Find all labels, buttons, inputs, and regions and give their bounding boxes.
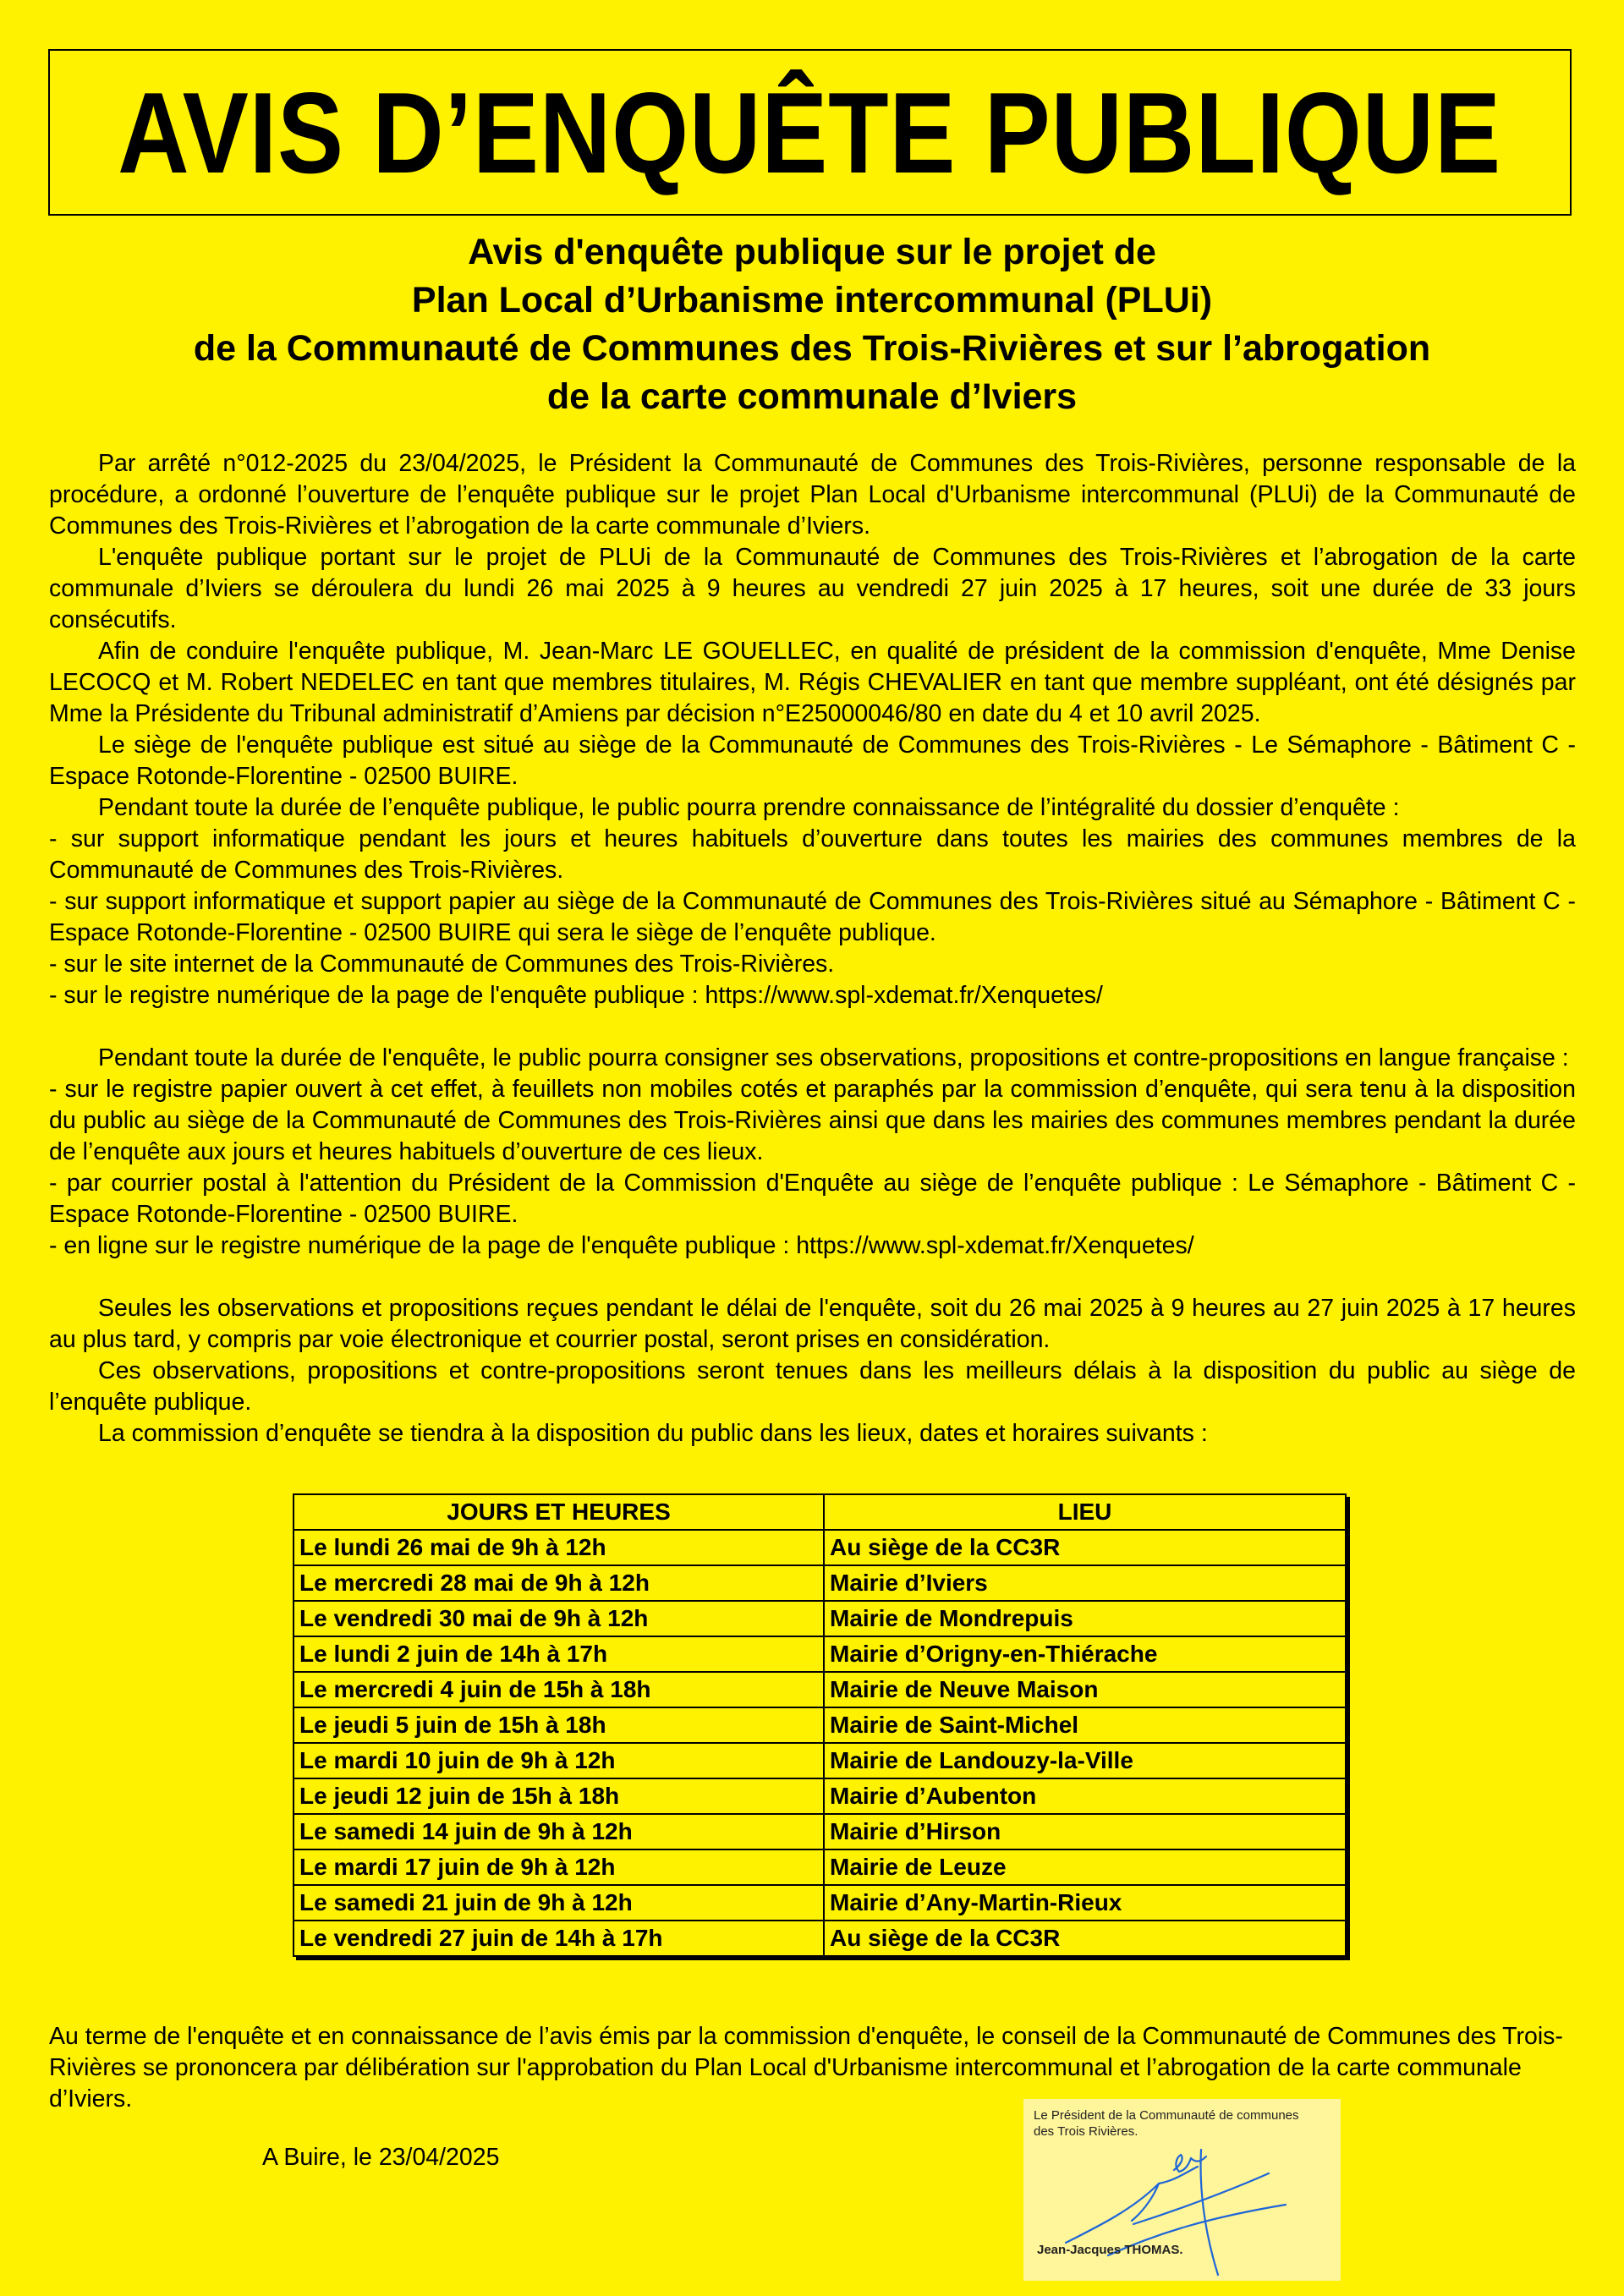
consultation-item: - sur le registre numérique de la page de l'enquête publique : https://www.spl-xdemat.fr/Xenquetes/	[49, 982, 1103, 1009]
subtitle-line-2: Plan Local d’Urbanisme intercommunal (PLUi)	[411, 280, 1213, 321]
schedule-place: Mairie de Saint-Michel	[824, 1707, 1346, 1743]
table-row	[294, 1672, 1346, 1707]
subtitle-line-3: de la Communauté de Communes des Trois-Rivières et sur l’abrogation	[193, 328, 1431, 369]
table-row	[294, 1849, 1346, 1885]
schedule-place: Au siège de la CC3R	[824, 1921, 1346, 1956]
signatory-title-line-1: Le Président de la Communauté de communes	[1034, 2108, 1299, 2123]
paragraph-permanences: La commission d’enquête se tiendra à la disposition du public dans les lieux, dates et horaires suivants :	[98, 1420, 1208, 1447]
page-title: AVIS D’ENQUÊTE PUBLIQUE	[118, 68, 1502, 197]
schedule-place: Mairie d’Hirson	[824, 1814, 1346, 1849]
schedule-place: Mairie d’Iviers	[824, 1565, 1346, 1601]
header-lieu: LIEU	[824, 1494, 1346, 1530]
schedule-date: Le lundi 26 mai de 9h à 12h	[294, 1530, 824, 1565]
paragraph-dates: L'enquête publique portant sur le projet de PLUi de la Communauté de Communes des Trois-Rivières et l’abrogation de la carte communale d’Iviers se déroulera du lundi 26 mai 2025 à 9 heures au vendredi 27 juin 2025 à 17 heures, soit une durée de 33 jours consécutifs.	[49, 544, 1576, 633]
subtitle	[48, 228, 1576, 421]
schedule-place: Au siège de la CC3R	[824, 1530, 1346, 1565]
schedule-date: Le samedi 21 juin de 9h à 12h	[294, 1885, 824, 1921]
paragraph-siege: Le siège de l'enquête publique est situé au siège de la Communauté de Communes des Trois-Rivières - Le Sémaphore - Bâtiment C - Espace Rotonde-Florentine - 02500 BUIRE.	[49, 732, 1576, 790]
consultation-item: - sur support informatique et support papier au siège de la Communauté de Communes des Trois-Rivières situé au Sémaphore - Bâtiment C - Espace Rotonde-Florentine - 02500 BUIRE qui sera le siège de l’enquête publique.	[49, 888, 1576, 946]
schedule-date: Le mercredi 28 mai de 9h à 12h	[294, 1565, 824, 1601]
table-row	[294, 1565, 1346, 1601]
table-header-row	[294, 1494, 1346, 1530]
schedule-date: Le mardi 17 juin de 9h à 12h	[294, 1849, 824, 1885]
observation-item: - sur le registre papier ouvert à cet effet, à feuillets non mobiles cotés et paraphés par la commission d’enquête, qui sera tenu à la disposition du public au siège de la Communauté de Communes des Trois-Rivières ainsi que dans les mairies des communes membres pendant la durée de l’enquête aux jours et heures habituels d’ouverture de ces lieux.	[49, 1076, 1576, 1165]
schedule-date: Le lundi 2 juin de 14h à 17h	[294, 1636, 824, 1672]
table-row	[294, 1921, 1346, 1956]
schedule-place: Mairie d’Any-Martin-Rieux	[824, 1885, 1346, 1921]
signature-block	[1023, 2099, 1341, 2281]
table-row	[294, 1601, 1346, 1636]
subtitle-line-4: de la carte communale d’Iviers	[546, 376, 1078, 417]
paragraph-arrete: Par arrêté n°012-2025 du 23/04/2025, le Président la Communauté de Communes des Trois-Rivières, personne responsable de la procédure, a ordonné l’ouverture de l’enquête publique sur le projet Plan Local d'Urbanisme intercommunal (PLUi) de la Communauté de Communes des Trois-Rivières et l’abrogation de la carte communale d’Iviers.	[49, 450, 1576, 540]
schedule-date: Le mercredi 4 juin de 15h à 18h	[294, 1672, 824, 1707]
table-row	[294, 1707, 1346, 1743]
signatory-title-line-2: des Trois Rivières.	[1034, 2124, 1138, 2139]
schedule-date: Le vendredi 30 mai de 9h à 12h	[294, 1601, 824, 1636]
table-row	[294, 1530, 1346, 1565]
consultation-item: - sur le site internet de la Communauté de Communes des Trois-Rivières.	[49, 951, 835, 978]
observation-item: - par courrier postal à l'attention du Président de la Commission d'Enquête au siège de l’enquête publique : Le Sémaphore - Bâtiment C - Espace Rotonde-Florentine - 02500 BUIRE.	[49, 1170, 1576, 1228]
title-box	[48, 49, 1572, 216]
paragraph-observations: Pendant toute la durée de l'enquête, le public pourra consigner ses observations, propositions et contre-propositions en langue française :	[98, 1044, 1569, 1071]
table-row	[294, 1814, 1346, 1849]
table-row	[294, 1743, 1346, 1778]
table-row	[294, 1636, 1346, 1672]
schedule-table	[293, 1493, 1347, 1957]
spacer	[49, 1262, 1576, 1293]
notice-body	[49, 448, 1576, 1449]
schedule-place: Mairie d’Aubenton	[824, 1778, 1346, 1814]
table-row	[294, 1778, 1346, 1814]
handwritten-signature-icon	[1057, 2133, 1294, 2281]
paragraph-disposition: Ces observations, propositions et contre-propositions seront tenues dans les meilleurs délais à la disposition du public au siège de l’enquête publique.	[49, 1357, 1576, 1416]
schedule-date: Le jeudi 12 juin de 15h à 18h	[294, 1778, 824, 1814]
header-jours: JOURS ET HEURES	[294, 1494, 824, 1530]
consultation-item: - sur support informatique pendant les jours et heures habituels d’ouverture dans toutes les mairies des communes membres de la Communauté de Communes des Trois-Rivières.	[49, 825, 1576, 884]
schedule-date: Le jeudi 5 juin de 15h à 18h	[294, 1707, 824, 1743]
schedule-place: Mairie de Leuze	[824, 1849, 1346, 1885]
observation-item: - en ligne sur le registre numérique de la page de l'enquête publique : https://www.spl-xdemat.fr/Xenquetes/	[49, 1232, 1194, 1259]
schedule-date: Le vendredi 27 juin de 14h à 17h	[294, 1921, 824, 1956]
table-row	[294, 1885, 1346, 1921]
schedule-place: Mairie d’Origny-en-Thiérache	[824, 1636, 1346, 1672]
paragraph-consultation: Pendant toute la durée de l’enquête publique, le public pourra prendre connaissance de l’intégralité du dossier d’enquête :	[98, 794, 1400, 821]
subtitle-line-1: Avis d'enquête publique sur le projet de	[468, 232, 1156, 272]
schedule-place: Mairie de Mondrepuis	[824, 1601, 1346, 1636]
conclusion-paragraph: Au terme de l'enquête et en connaissance de l’avis émis par la commission d'enquête, le conseil de la Communauté de Communes des Trois-Rivières se prononcera par délibération sur l'approbation du Plan Local d'Urbanisme intercommunal et l’abrogation de la carte communale d’Iviers.	[49, 2023, 1563, 2112]
paragraph-commission: Afin de conduire l'enquête publique, M. Jean-Marc LE GOUELLEC, en qualité de président de la commission d'enquête, Mme Denise LECOCQ et M. Robert NEDELEC en tant que membres titulaires, M. Régis CHEVALIER en tant que membre suppléant, ont été désignés par Mme la Présidente du Tribunal administratif d’Amiens par décision n°E25000046/80 en date du 4 et 10 avril 2025.	[49, 638, 1576, 727]
schedule-date: Le mardi 10 juin de 9h à 12h	[294, 1743, 824, 1778]
place-date: A Buire, le 23/04/2025	[262, 2144, 500, 2171]
signatory-name: Jean-Jacques THOMAS.	[1037, 2243, 1183, 2257]
schedule-date: Le samedi 14 juin de 9h à 12h	[294, 1814, 824, 1849]
schedule-place: Mairie de Landouzy-la-Ville	[824, 1743, 1346, 1778]
paragraph-delai: Seules les observations et propositions reçues pendant le délai de l'enquête, soit du 26 mai 2025 à 9 heures au 27 juin 2025 à 17 heures au plus tard, y compris par voie électronique et courrier postal, seront prises en considération.	[49, 1295, 1576, 1353]
spacer	[49, 1011, 1576, 1043]
schedule-place: Mairie de Neuve Maison	[824, 1672, 1346, 1707]
